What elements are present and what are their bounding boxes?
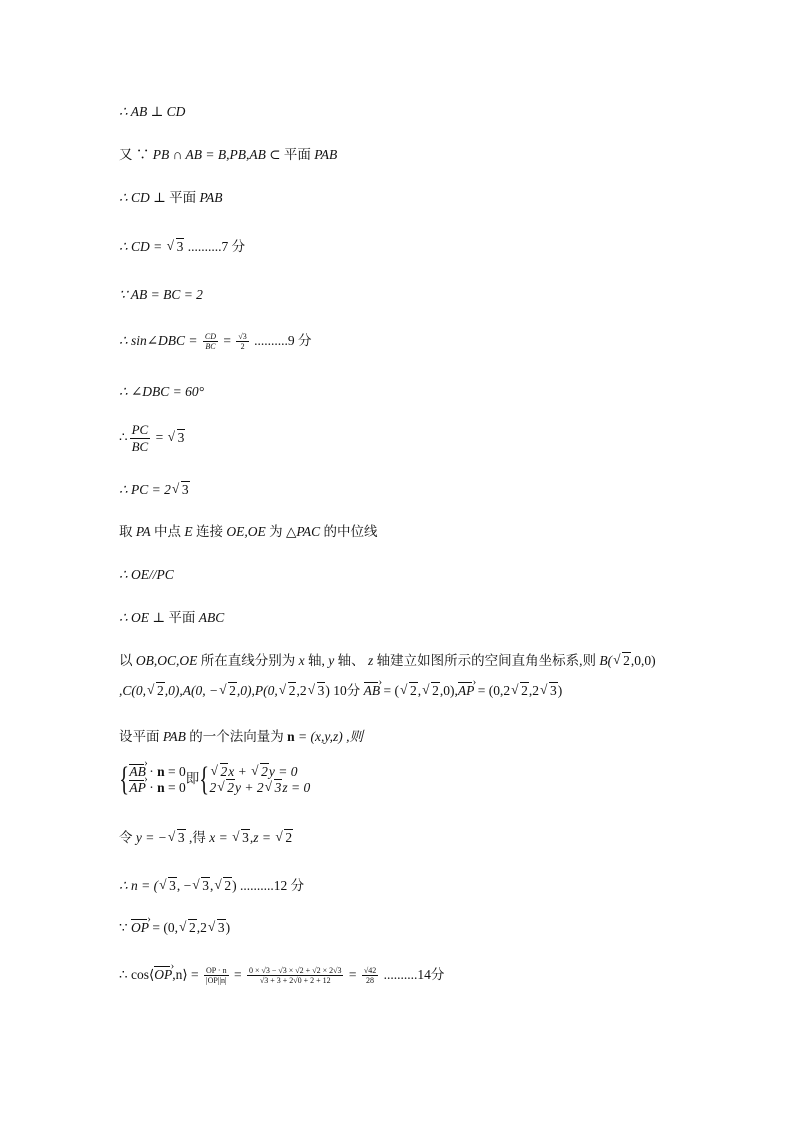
denominator: √3 + 3 + 2√0 + 2 + 12 [259,976,331,986]
radicand: 3 [317,683,325,698]
step-math: ∴ CD = [119,239,166,254]
step-math: ∴ ∠DBC = 60° [119,384,205,399]
vector-op: OP › [154,966,172,984]
step-math: ,C(0, [119,683,146,698]
radicand: 2 [227,780,235,795]
line-pc-value [119,481,190,499]
sqrt [511,682,529,700]
equals: = [230,967,245,982]
sqrt [275,829,293,847]
line-ab-bc [119,286,203,304]
line-oe-perp-plane [119,609,224,627]
numerator: PC [131,422,149,437]
system-dot-products [119,763,186,797]
step-math: B( [599,653,613,668]
step-text: 的中位线 [320,524,378,539]
radicand: 2 [220,764,228,779]
sqrt [159,877,177,895]
sqrt [540,682,558,700]
sqrt [232,829,250,847]
step-text: 所在直线分别为 [197,653,299,668]
denominator: |OP||n| [205,976,227,986]
dot: · [145,780,158,795]
line-point-coordinates [119,682,562,700]
radicand: 3 [242,830,249,845]
sqrt [214,877,232,895]
dot: · [145,764,158,779]
step-math: = (0,2 [474,683,511,698]
radicand: 2 [229,683,236,698]
denominator: BC [205,342,216,352]
step-text: 连接 [192,524,227,539]
step-math: ) [225,920,231,935]
line-oe-parallel-pc [119,566,174,584]
fraction [362,966,378,985]
step-math: ∴ PC = 2 [119,482,171,497]
sqrt [172,481,190,499]
step-math: ∴ CD ⊥ [119,190,170,205]
line-angle-dbc [119,383,204,401]
step-math: ∴ cos⟨ [119,967,155,982]
line-coordinate-system [119,652,656,670]
vector-ab: AB › [364,682,381,700]
fraction [203,332,218,351]
numerator: CD [204,332,217,342]
step-math: ∴ sin∠DBC = [119,333,201,348]
step-math: z [368,653,374,668]
step-math: ∴ n = ( [119,878,159,893]
step-math: = 0 [164,764,186,779]
step-text: 以 [119,653,136,668]
fraction [247,966,344,985]
step-text: 平面 [169,190,200,205]
line-op-vector [119,919,230,937]
step-text: 平面 [283,147,315,162]
step-math: ,0),A(0, − [164,683,219,698]
step-math: = (0, [148,920,178,935]
radicand: 2 [409,683,417,698]
denominator: 28 [366,976,375,986]
step-math: , [209,878,214,893]
system-row [129,764,185,780]
step-text: 轴建立如图所示的空间直角坐标系,则 [373,653,600,668]
numerator: OP · n [206,966,227,976]
step-text: 令 [119,830,136,845]
step-math: x [298,653,305,668]
step-math: PAC [296,524,321,539]
step-math: OB,OC,OE [135,653,198,668]
system-row [210,780,311,796]
vector-ap: AP › [458,682,475,700]
step-math: ,n⟩ = [172,967,202,982]
sqrt [217,780,235,796]
step-math: ∴ OE ⊥ [119,610,169,625]
line-ab-perp-cd [119,103,185,121]
sqrt [147,682,165,700]
line-midpoint-e [119,523,378,541]
step-math: PAB [199,190,223,205]
radicand: 2 [285,830,293,845]
radicand: 3 [217,920,225,935]
normal-vector-n: n [287,729,295,744]
vector-op: OP › [131,919,149,937]
sqrt [208,919,226,937]
step-math: PB ∩ AB = B,PB,AB ⊂ [152,147,284,162]
line-let-y [119,829,293,847]
sqrt [279,682,297,700]
vector-ap: AP › [129,780,146,796]
step-math: , [417,683,422,698]
step-text: 即 [185,771,200,787]
system-row [129,780,185,796]
step-math: z = 0 [282,780,311,795]
step-text: 设平面 [119,729,163,744]
therefore: ∴ [119,429,128,445]
left-brace: { [119,761,130,798]
sqrt [168,829,186,847]
step-math: ,2 [296,683,307,698]
step-text: 中点 [150,524,185,539]
radicand: 3 [176,239,184,254]
line-sin-dbc [119,332,312,351]
step-prefix: 又 ∵ [119,147,153,162]
step-math: ABC [198,610,225,625]
sqrt [211,764,229,780]
step-math: ∵ AB = BC = 2 [119,287,203,302]
step-math: ,0),P(0, [236,683,278,698]
equals: = [220,333,235,348]
step-math: ,z = [249,830,275,845]
radicand: 3 [202,878,209,893]
step-math: PA [135,524,151,539]
radicand: 3 [177,830,185,845]
step-math: ,2 [528,683,539,698]
score-mark: ..........7 分 [184,239,246,254]
line-cosine-result [119,966,444,985]
step-text: 为 △ [265,524,297,539]
step-math: = ( [380,683,399,698]
sqrt [179,919,197,937]
step-text: 轴, [304,653,329,668]
radicand: 2 [188,920,196,935]
score-mark: ..........14分 [380,967,445,982]
step-math: ,0), [439,683,458,698]
radicand: 2 [288,683,296,698]
step-math: = (x,y,z) ,则 [294,729,363,744]
step-text: 的一个法向量为 [185,729,288,744]
step-math: y + 2 [235,780,264,795]
step-text: ,得 [185,830,210,845]
step-text: 轴、 [334,653,368,668]
score-mark: ) ..........12 分 [232,878,305,893]
step-math: OE,OE [226,524,266,539]
radicand: 3 [274,780,282,795]
system-rows [129,764,185,796]
step-math: ∴ OE//PC [119,567,174,582]
score-mark: ) 10分 [325,683,364,698]
radicand: 2 [224,878,232,893]
step-math: ,0,0) [630,653,656,668]
numerator: √3 [238,332,247,342]
fraction [130,422,151,455]
sqrt [422,682,440,700]
sqrt [219,682,237,700]
equals: = [345,967,360,982]
step-math: ,2 [196,920,207,935]
vector-ab: AB › [129,764,146,780]
step-text: 取 [119,524,136,539]
step-math: , − [176,878,192,893]
radicand: 2 [261,764,268,779]
step-math: 2 [209,780,217,795]
step-math: PAB [162,729,186,744]
step-math: y [328,653,335,668]
step-math: ) [557,683,563,698]
because: ∵ [119,920,131,935]
sqrt [265,780,283,796]
step-math: = 0 [164,780,186,795]
line-pc-over-bc [119,422,185,455]
denominator: 2 [240,342,245,352]
system-equations [199,763,310,797]
radicand: 2 [432,683,439,698]
system-rows [210,764,311,796]
fraction [204,966,229,985]
equals: = [152,429,167,445]
step-math: y = 0 [268,764,298,779]
sqrt [251,764,269,780]
step-text: 平面 [168,610,199,625]
step-math: y = − [135,830,167,845]
line-cd-value [119,238,245,256]
step-math: PAB [314,147,338,162]
radicand: 3 [181,482,189,497]
line-normal-vector [119,728,363,746]
step-math: E [184,524,193,539]
fraction [236,332,248,351]
line-equation-system [119,763,310,797]
numerator: √42 [363,966,377,976]
step-math: x = [209,830,232,845]
left-brace: { [199,761,210,798]
radicand: 2 [521,683,528,698]
denominator: BC [131,439,149,454]
radicand: 3 [177,429,185,445]
sqrt [400,682,418,700]
step-math: x + [228,764,251,779]
sqrt [167,238,185,256]
line-cd-perp-plane [119,189,223,207]
numerator: 0 × √3 − √3 × √2 + √2 × 2√3 [248,966,342,976]
sqrt [168,429,186,447]
sqrt [613,652,631,670]
step-text: ∴ AB ⊥ CD [119,104,186,119]
radicand: 3 [169,878,176,893]
score-mark: ..........9 分 [250,333,312,348]
line-pb-intersect [119,146,337,164]
sqrt [192,877,210,895]
radicand: 2 [623,653,630,668]
normal-vector-n: n [157,780,165,795]
radicand: 2 [157,683,164,698]
system-row [210,764,311,780]
radicand: 3 [549,683,557,698]
line-n-value [119,877,304,895]
sqrt [308,682,326,700]
normal-vector-n: n [157,764,165,779]
